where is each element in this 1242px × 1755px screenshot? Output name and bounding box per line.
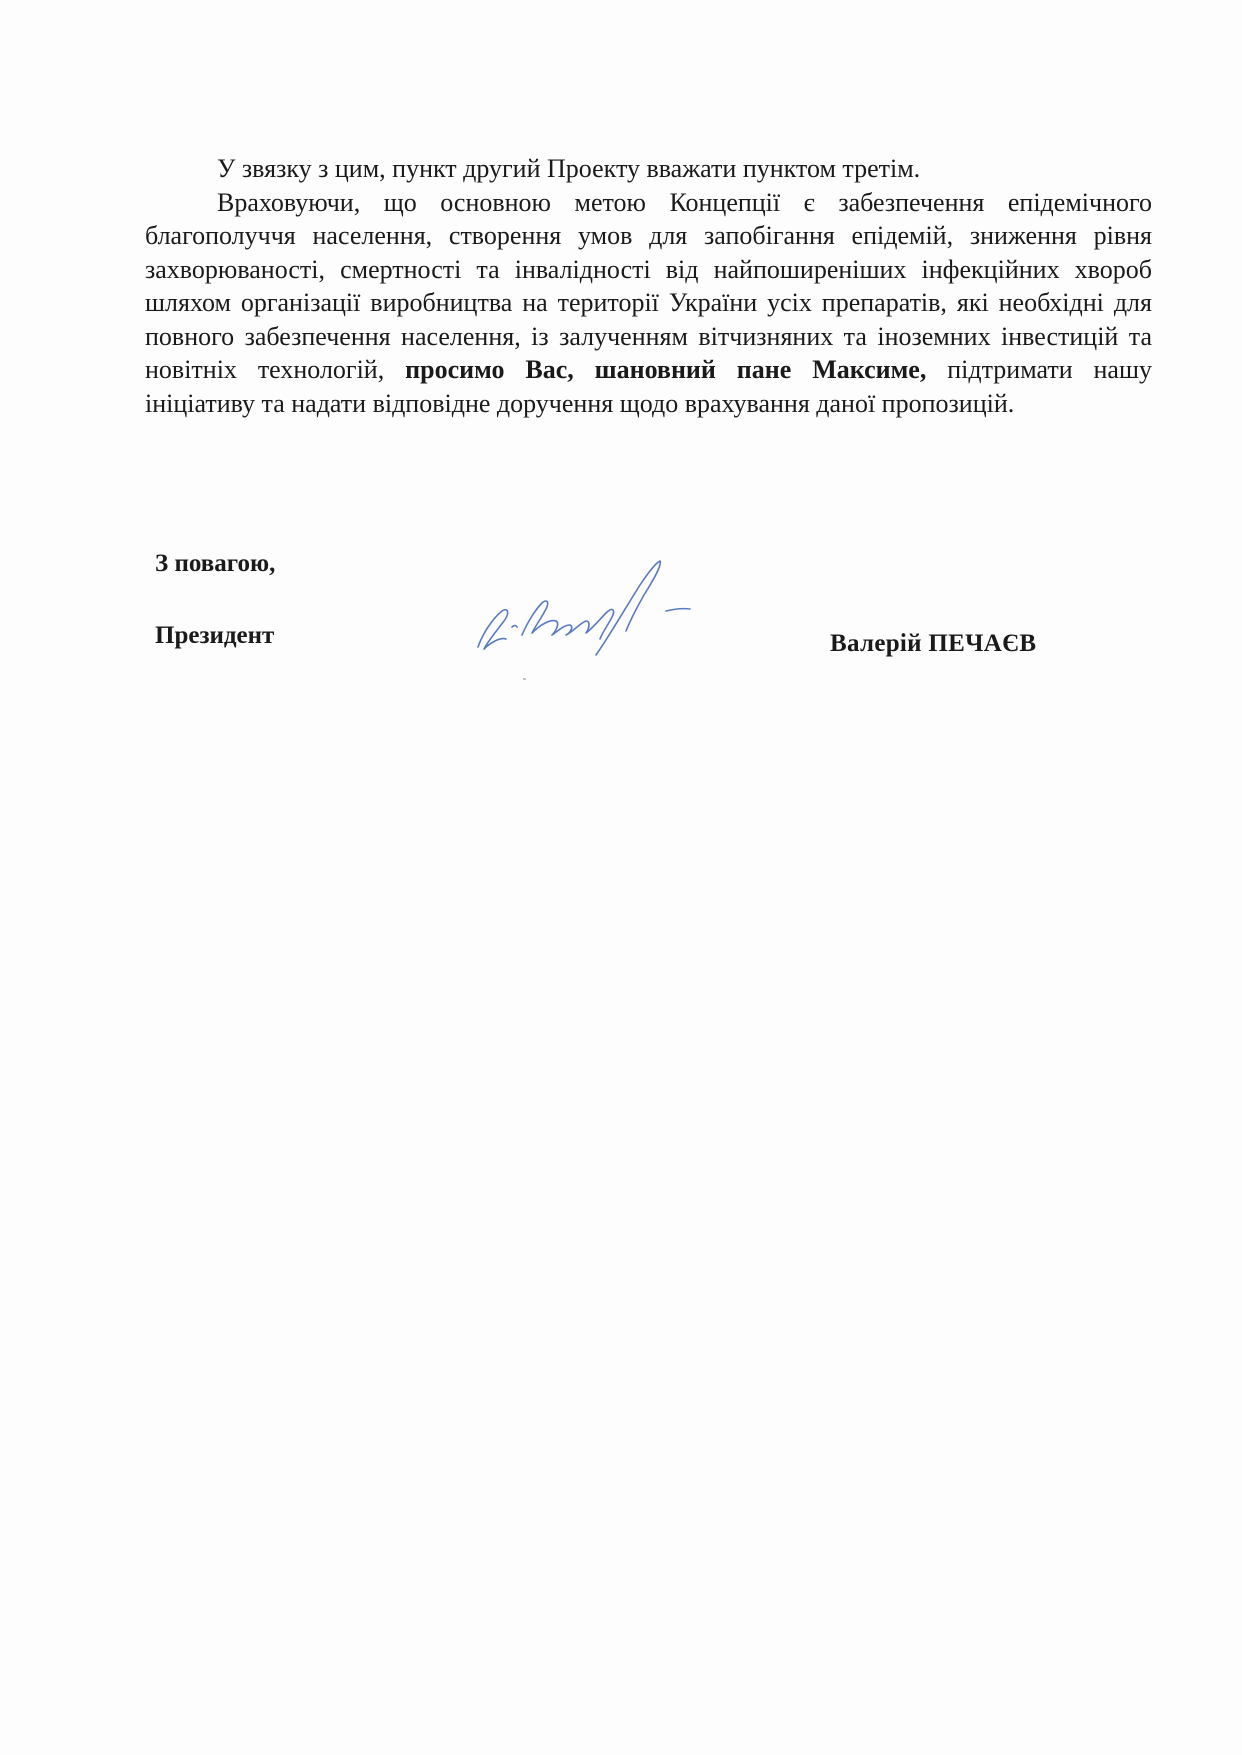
signer-name: Валерій ПЕЧАЄВ <box>830 630 1037 657</box>
paragraph-2-request: просимо Вас, шановний пане Максиме, <box>405 355 927 384</box>
scan-speck <box>523 678 526 680</box>
paragraph-1: У звязку з цим, пункт другий Проекту вважати пунктом третім. <box>217 154 921 183</box>
closing-salutation: З повагою, <box>155 550 276 577</box>
signer-position: Президент <box>155 622 275 649</box>
paragraph-2-text-start: Враховуючи, що основною метою Концепції є забезпечення епідемічного благополуччя населення, створення умов для запобігання епідемій, зниження рівня захворюваності, смертності та інвалідності від найпоширеніших інфекційних хвороб шляхом організації виробництва на території України усіх препаратів, які необхідні для повного забезпечення населення, із залученням вітчизняних та іноземних інвестицій та новітніх технологій, <box>145 187 1152 384</box>
paragraph-2-text-end: підтримати нашу ініціативу та надати відповідне доручення щодо врахування даної пропозицій. <box>145 355 1152 418</box>
paragraph-2 <box>145 186 1152 421</box>
letter-body <box>145 152 1152 420</box>
handwritten-signature <box>470 555 750 675</box>
